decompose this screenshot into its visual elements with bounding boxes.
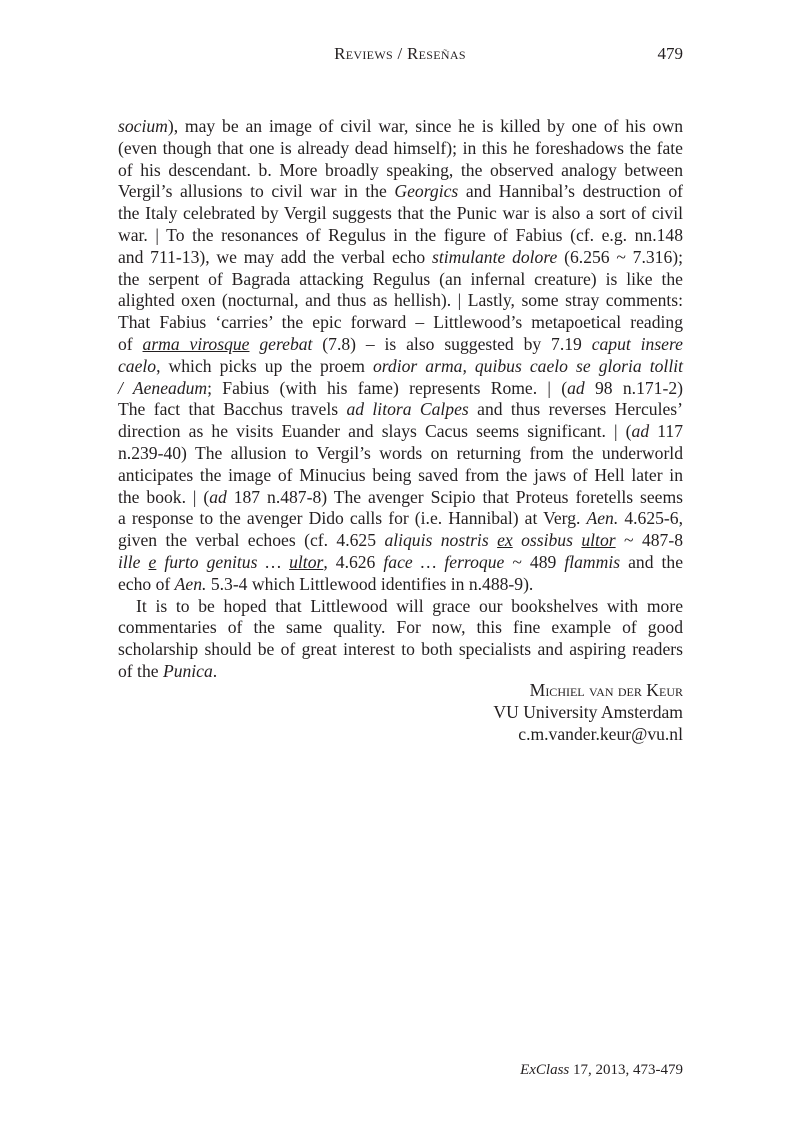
text-segment: 98 n.171-2) [584,377,683,398]
text-segment: , 4.626 [323,551,384,572]
italic-text: Punica [162,660,213,681]
italic-text: face … ferroque [383,551,505,572]
text-segment: ; Fabius (with his fame) represents Rome. | ( [207,377,568,398]
text-line [118,530,683,552]
italic-text: ad litora Calpes [346,399,469,420]
italic-text: ex [497,530,513,551]
text-segment: 5.3-4 which Littlewood identifies in n.488-9). [206,573,534,594]
italic-text: arma virosque [142,333,250,354]
text-line [118,639,683,661]
text-segment: anticipates the image of Minucius being saved from the jaws of Hell later in [118,464,683,485]
text-line [118,465,683,487]
italic-text: ultor [289,551,324,572]
italic-text: socium [118,116,168,136]
italic-text: ad [567,377,585,398]
text-segment: the Italy celebrated by Vergil suggests that the Punic war is also a sort of civil [118,203,683,224]
italic-text: e [148,551,157,572]
text-line [118,421,683,443]
italic-text: caput insere [591,333,683,354]
citation-details: 17, 2013, 473-479 [569,1062,683,1078]
italic-text: ad [631,421,650,442]
text-segment: It is to be hoped that Littlewood will grace our bookshelves with more [136,595,683,616]
italic-text: stimulante dolore [431,246,558,267]
text-line [118,203,683,225]
text-segment: ~ 487-8 [615,530,683,551]
italic-text: ille [118,551,149,572]
footer-citation [520,1062,683,1079]
running-header: Reviews / Reseñas [334,44,466,63]
text-segment: scholarship should be of great interest to both specialists and aspiring readers [118,639,683,660]
text-line [118,269,683,291]
text-segment: 187 n.487-8) The avenger Scipio that Proteus foretells seems [226,486,683,507]
italic-text: aliquis nostris [384,530,498,551]
review-body [118,116,683,683]
italic-text: Georgics [394,181,459,202]
text-segment: 4.625-6, [618,508,683,529]
text-line [118,487,683,509]
text-segment: The fact that Bacchus travels [118,399,347,420]
paragraph [118,116,683,596]
text-segment: , which picks up the proem [156,355,373,376]
text-segment: (6.256 ~ 7.316); [557,246,683,267]
text-segment: echo of [118,573,175,594]
text-segment: and 711-13), we may add the verbal echo [118,246,432,267]
text-segment: That Fabius ‘carries’ the epic forward – Littlewood’s metapoetical reading [118,312,683,333]
text-segment: . [212,660,218,681]
text-line [118,312,683,334]
text-line [118,247,683,269]
author-email[interactable]: c.m.vander.keur@vu.nl [518,723,683,744]
text-segment: n.239-40) The allusion to Vergil’s words on returning from the underworld [118,442,683,463]
italic-text: furto genitus … [156,551,290,572]
text-segment: and the [620,551,684,572]
text-segment: of the [118,660,163,681]
text-segment: ~ 489 [504,551,565,572]
text-line [118,334,683,356]
text-segment: alighted oxen (nocturnal, and thus as hellish). | Lastly, some stray comments: [118,290,683,311]
text-segment: the serpent of Bagrada attacking Regulus (an infernal creature) is like the [118,268,683,289]
page-number: 479 [657,44,683,63]
author-name: Michiel van der Keur [529,680,683,700]
text-segment: and thus reverses Hercules’ [468,399,683,420]
italic-text: ordior arma, quibus caelo se gloria tollit [372,355,683,376]
text-segment: commentaries of the same quality. For now, this fine example of good [118,617,683,638]
italic-text: Aen. [174,573,207,594]
text-line [118,160,683,182]
text-segment: given the verbal echoes (cf. 4.625 [118,530,385,551]
text-line [118,138,683,160]
text-line [118,443,683,465]
text-segment: the book. | ( [118,486,210,507]
text-line [118,356,683,378]
text-line [118,617,683,639]
text-line [118,181,683,203]
italic-text: ossibus [512,530,582,551]
italic-text: Aen. [586,508,619,529]
text-line [118,596,683,618]
italic-text: / Aeneadum [118,377,208,398]
text-segment: (7.8) – is also suggested by 7.19 [312,333,592,354]
text-segment: a response to the avenger Dido calls for (i.e. Hannibal) at Verg. [118,508,587,529]
text-segment: and Hannibal’s destruction of [458,181,683,202]
text-segment: ), may be an image of civil war, since he is killed by one of his own [167,116,683,136]
italic-text: ultor [581,530,616,551]
text-segment: war. | To the resonances of Regulus in the figure of Fabius (cf. e.g. nn.148 [118,224,683,245]
text-segment: direction as he visits Euander and slays Cacus seems significant. | ( [118,421,632,442]
text-segment: of his descendant. b. More broadly speaking, the observed analogy between [118,159,683,180]
text-segment: Vergil’s allusions to civil war in the [118,181,395,202]
text-segment: 117 [649,421,684,442]
text-segment: of [118,333,143,354]
text-line [118,116,683,138]
journal-name: ExClass [520,1062,570,1078]
italic-text: caelo [118,355,157,376]
text-line [118,399,683,421]
text-line [118,508,683,530]
text-line [118,225,683,247]
paragraph [118,596,683,683]
signature-block [493,680,683,745]
text-line [118,378,683,400]
italic-text: ad [209,486,227,507]
italic-text: flammis [564,551,621,572]
author-affiliation: VU University Amsterdam [493,701,683,722]
text-segment: (even though that one is already dead himself); in this he foreshadows the fate [118,137,683,158]
text-line [118,552,683,574]
italic-text: gerebat [249,333,313,354]
text-line [118,290,683,312]
text-line [118,574,683,596]
